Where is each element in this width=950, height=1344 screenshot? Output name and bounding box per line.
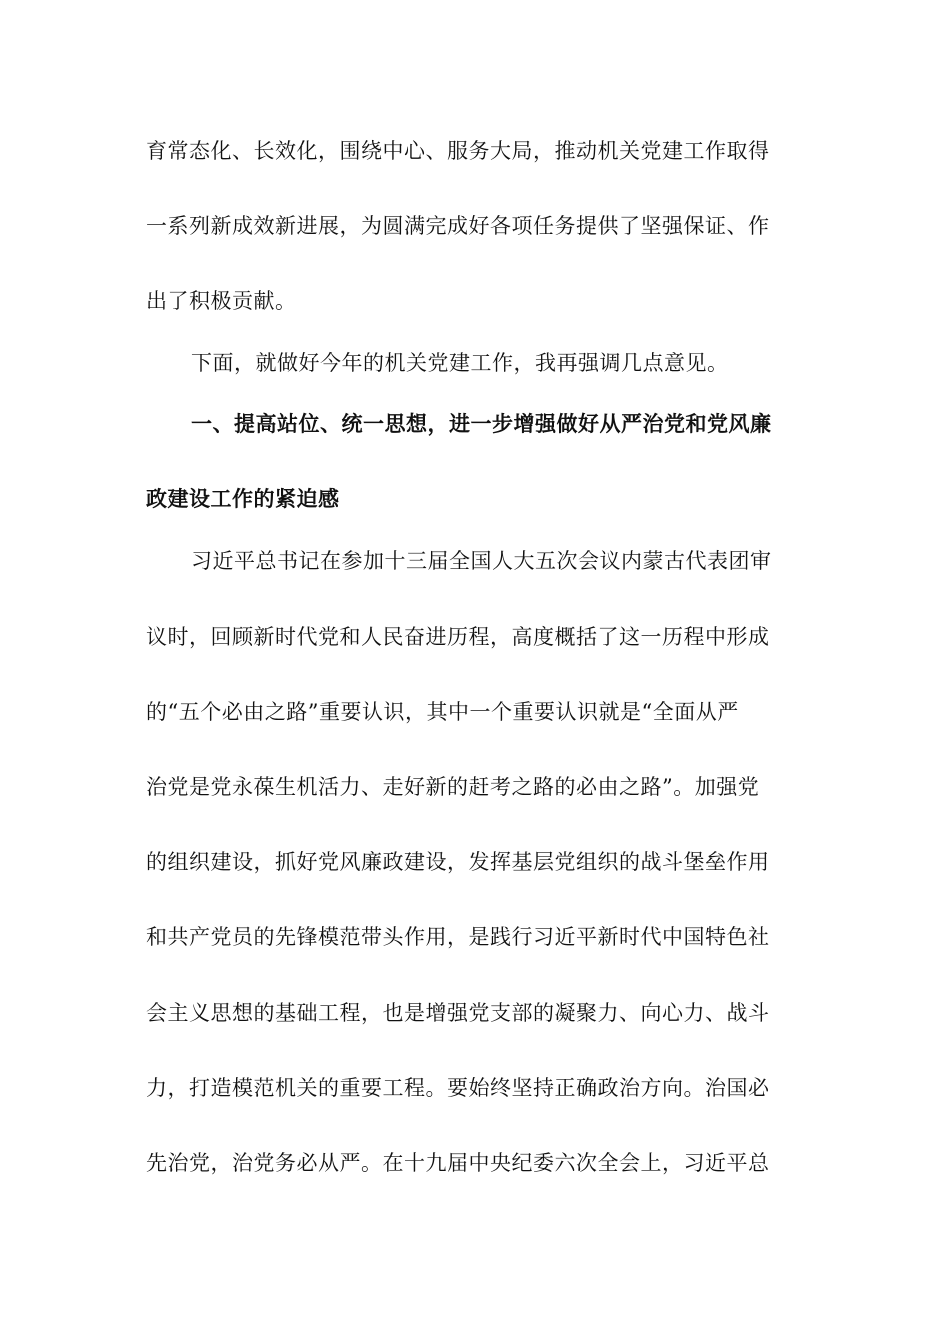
paragraph-line: 育常态化、长效化，围绕中心、服务大局，推动机关党建工作取得: [146, 139, 770, 163]
paragraph-line: 会主义思想的基础工程，也是增强党支部的凝聚力、向心力、战斗: [146, 1001, 770, 1025]
section-heading-line: 一、提高站位、统一思想，进一步增强做好从严治党和党风廉: [191, 412, 772, 436]
paragraph-line: 一系列新成效新进展，为圆满完成好各项任务提供了坚强保证、作: [146, 214, 770, 238]
section-heading-line: 政建设工作的紧迫感: [146, 487, 340, 511]
paragraph-line: 下面，就做好今年的机关党建工作，我再强调几点意见。: [191, 351, 729, 375]
paragraph-line: 议时，回顾新时代党和人民奋进历程，高度概括了这一历程中形成: [146, 625, 770, 649]
paragraph-line: 的组织建设，抓好党风廉政建设，发挥基层党组织的战斗堡垒作用: [146, 850, 770, 874]
paragraph-line: 力，打造模范机关的重要工程。要始终坚持正确政治方向。治国必: [146, 1076, 770, 1100]
paragraph-line: 和共产党员的先锋模范带头作用，是践行习近平新时代中国特色社: [146, 925, 770, 949]
paragraph-line: 习近平总书记在参加十三届全国人大五次会议内蒙古代表团审: [191, 549, 772, 573]
paragraph-line: 先治党，治党务必从严。在十九届中央纪委六次全会上，习近平总: [146, 1151, 770, 1175]
paragraph-line: 治党是党永葆生机活力、走好新的赶考之路的必由之路”。加强党: [146, 775, 760, 799]
paragraph-line: 出了积极贡献。: [146, 289, 297, 313]
paragraph-line: 的“五个必由之路”重要认识，其中一个重要认识就是“全面从严: [146, 700, 739, 724]
